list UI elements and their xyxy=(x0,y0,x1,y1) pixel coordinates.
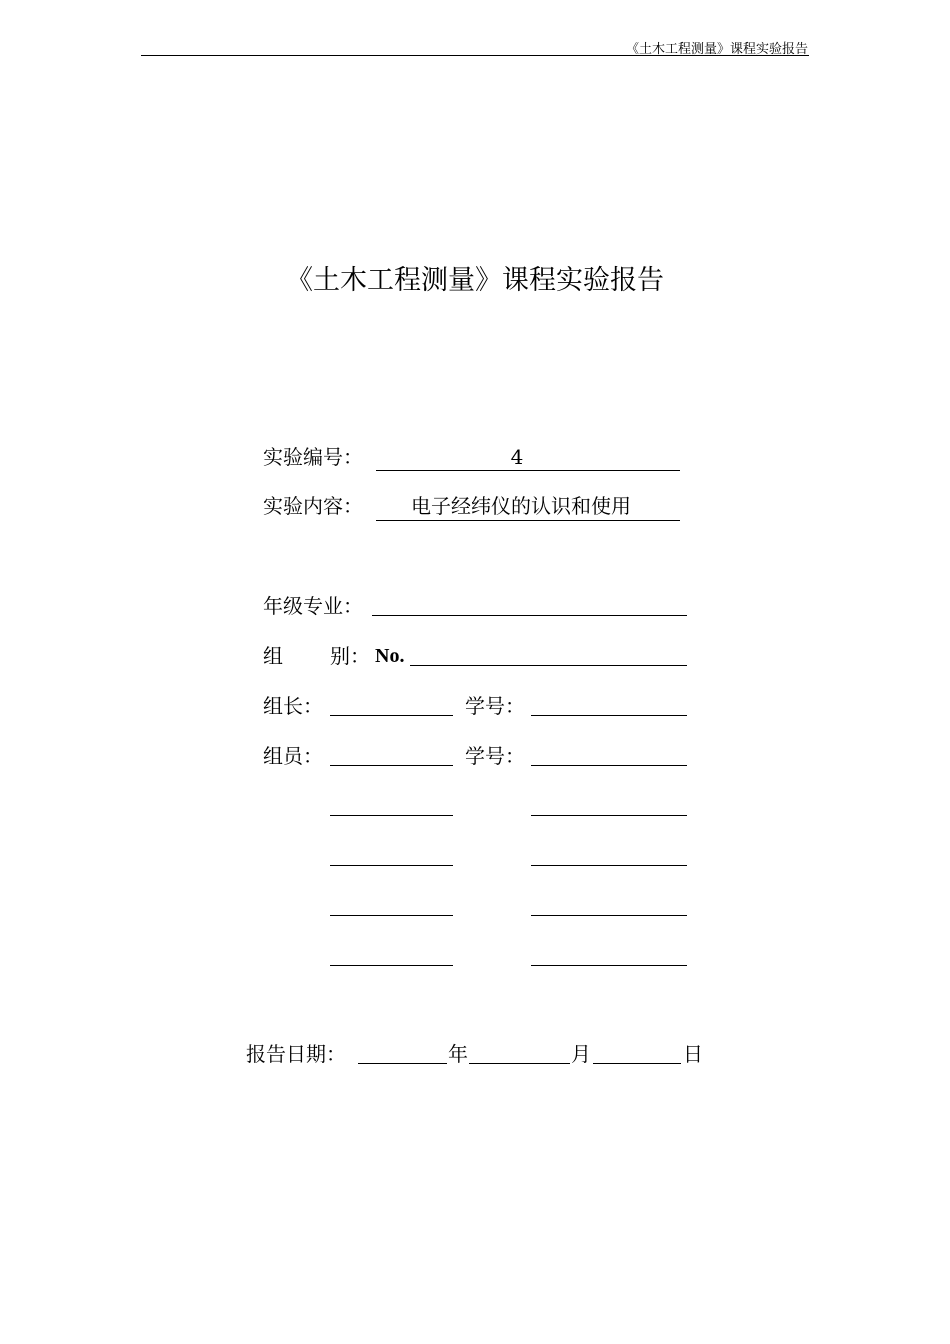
year-label: 年 xyxy=(448,1042,468,1066)
month-label: 月 xyxy=(571,1042,591,1066)
member-id-field[interactable] xyxy=(531,915,687,916)
member-id-field[interactable] xyxy=(531,815,687,816)
member-name-field[interactable] xyxy=(330,815,453,816)
member-id-field[interactable] xyxy=(531,965,687,966)
report-date-label: 报告日期： xyxy=(246,1042,346,1066)
experiment-content-value: 电子经纬仪的认识和使用 xyxy=(411,494,631,518)
leader-id-label: 学号： xyxy=(465,694,525,718)
experiment-content-underline xyxy=(376,520,680,521)
member-label: 组员： xyxy=(263,744,323,768)
member-name-field[interactable] xyxy=(330,965,453,966)
member-name-field[interactable] xyxy=(330,865,453,866)
running-header: 《土木工程测量》课程实验报告 xyxy=(625,42,808,57)
experiment-number-value: 4 xyxy=(510,445,524,469)
group-number-field[interactable] xyxy=(410,665,687,666)
grade-major-field[interactable] xyxy=(372,615,687,616)
member-id-field[interactable] xyxy=(531,865,687,866)
experiment-number-label: 实验编号： xyxy=(263,445,363,469)
header-divider xyxy=(141,55,809,56)
member-name-field[interactable] xyxy=(330,765,453,766)
day-label: 日 xyxy=(683,1042,703,1066)
group-label-char-1: 组 xyxy=(263,644,283,668)
grade-major-label: 年级专业： xyxy=(263,594,363,618)
group-number-prefix: No. xyxy=(375,645,405,667)
experiment-content-label: 实验内容： xyxy=(263,494,363,518)
member-id-label: 学号： xyxy=(465,744,525,768)
member-id-field[interactable] xyxy=(531,765,687,766)
experiment-number-underline xyxy=(376,470,680,471)
page-title: 《土木工程测量》课程实验报告 xyxy=(286,265,664,296)
leader-name-field[interactable] xyxy=(330,715,453,716)
leader-id-field[interactable] xyxy=(531,715,687,716)
year-field[interactable] xyxy=(358,1063,447,1064)
member-name-field[interactable] xyxy=(330,915,453,916)
month-field[interactable] xyxy=(469,1063,570,1064)
leader-label: 组长： xyxy=(263,694,323,718)
group-label-char-2: 别： xyxy=(330,644,370,668)
day-field[interactable] xyxy=(593,1063,681,1064)
